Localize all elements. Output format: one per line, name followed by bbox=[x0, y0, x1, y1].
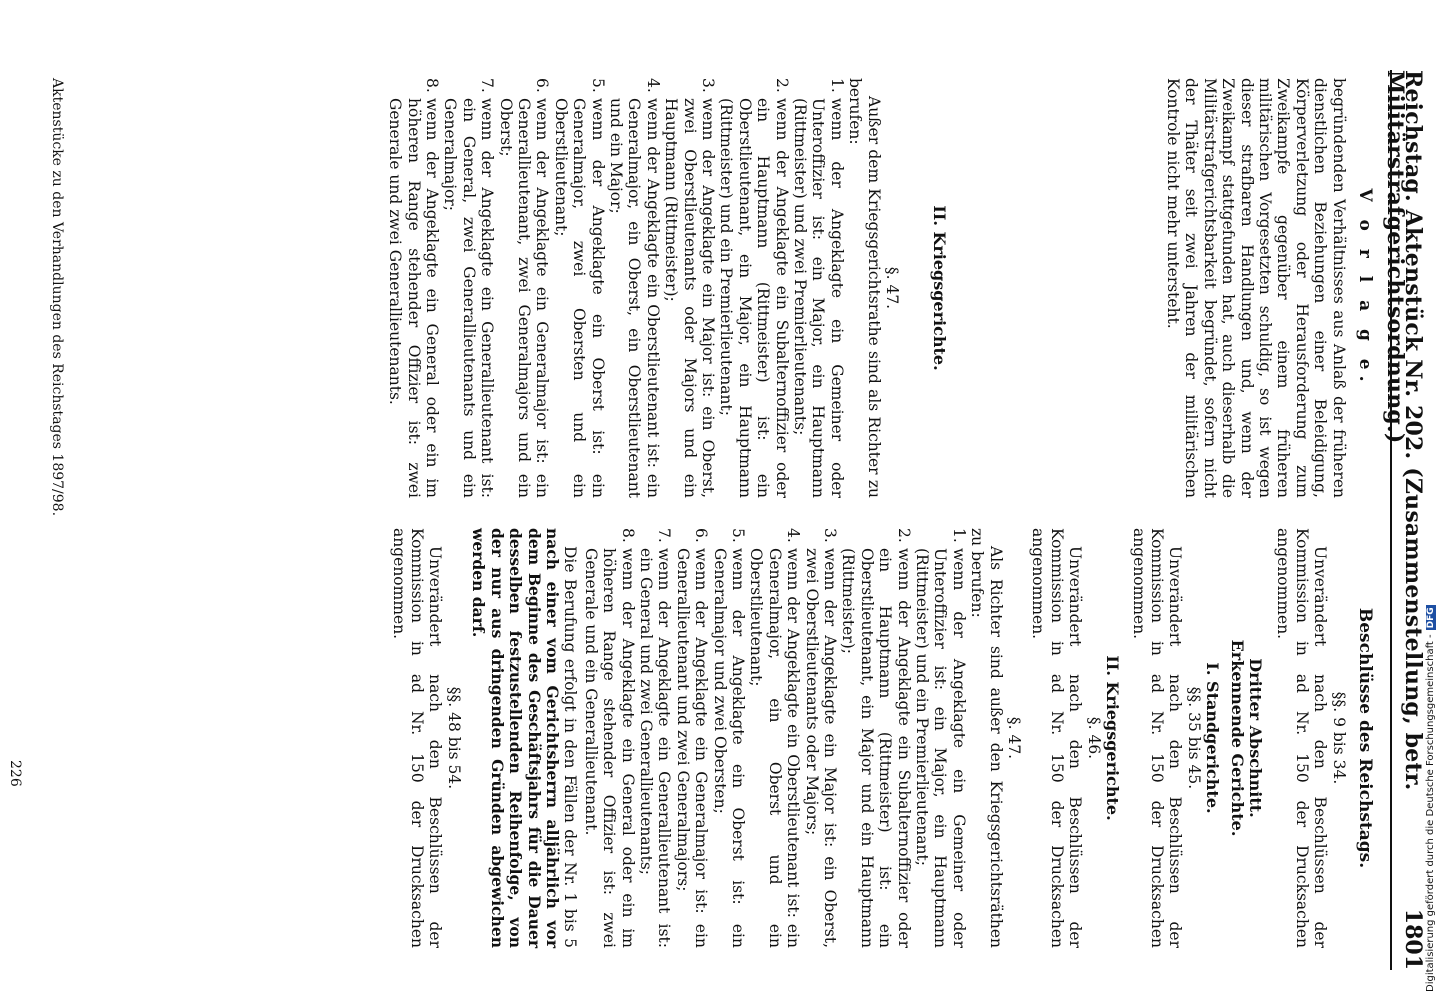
footer-title: Aktenstücke zu den Verhandlungen des Reichstages 1897/98. bbox=[49, 78, 65, 517]
list-item bbox=[802, 528, 839, 948]
right-sub-kriegsgerichte: II. Kriegsgerichte. bbox=[1103, 655, 1123, 821]
left-section-title: V o r l a g e. bbox=[1355, 188, 1375, 388]
list-item-text: wenn der Angeklagte ein Gemeiner oder Unteroffizier ist: ein Major, ein Hauptmann (Rittmeister) und ein Premierlieutenant; bbox=[913, 548, 968, 948]
list-item-number: 3. bbox=[699, 78, 718, 93]
footer-page-number: 226 bbox=[7, 760, 23, 787]
list-item bbox=[662, 78, 717, 498]
list-item-text: wenn der Angeklagte ein Oberst ist: ein Generalmajor, zwei Obersten und ein Oberstlieutenant; bbox=[551, 98, 607, 498]
list-item bbox=[791, 78, 846, 498]
list-item-text: wenn der Angeklagte ein Generalmajor ist: ein Generallieutenant und zwei Generalmajors; bbox=[673, 548, 711, 948]
right-p4-text: Als Richter sind außer den Kriegsgerichtsräthen zu berufen: bbox=[968, 528, 1005, 948]
list-item-number: 7. bbox=[655, 528, 674, 543]
dfg-logo-icon: DFG bbox=[1426, 607, 1436, 629]
list-item-text: wenn der Angeklagte ein Generalmajor ist: ein Generallieutenant, zwei Generalmajors und ein Oberst; bbox=[496, 98, 552, 498]
list-item bbox=[710, 528, 747, 948]
list-item bbox=[607, 78, 662, 498]
right-column bbox=[389, 528, 1374, 948]
page-header bbox=[1381, 70, 1426, 970]
list-item-text: wenn der Angeklagte ein Oberstlieutenant ist: ein Generalmajor, ein Oberst und ein Oberstlieutenant; bbox=[747, 548, 803, 948]
list-item bbox=[581, 528, 636, 948]
right-p1-number: §§. 9 bis 34. bbox=[1329, 691, 1348, 785]
list-item-number: 5. bbox=[729, 528, 747, 543]
list-item bbox=[747, 528, 802, 948]
list-item-number: 1. bbox=[949, 528, 968, 543]
list-item bbox=[441, 78, 496, 498]
right-section-title: Beschlüsse des Reichstags. bbox=[1355, 607, 1375, 869]
list-item bbox=[673, 528, 710, 948]
right-note bbox=[469, 528, 579, 948]
list-item bbox=[551, 78, 606, 498]
list-item bbox=[496, 78, 551, 498]
right-p3-text: Unverändert nach den Beschlüssen der Kommission in ad Nr. 150 der Drucksachen angenommen. bbox=[1029, 528, 1085, 948]
credit-text: Digitalisierung gefördert durch die Deutsche Forschungsgemeinschaft - bbox=[1425, 634, 1436, 992]
list-item-text: wenn der Angeklagte ein Gemeiner oder Unteroffizier ist: ein Major, ein Hauptmann (Rittmeister) und zwei Premierlieutenants; bbox=[791, 98, 846, 498]
list-item-number: 2. bbox=[772, 78, 791, 93]
right-p3-number: §. 46. bbox=[1084, 716, 1103, 760]
digitization-credit-text bbox=[1425, 605, 1436, 992]
list-item-text: wenn der Angeklagte ein General oder ein im höheren Range stehender Offizier ist: zwei Generale und zwei Generallieutenants. bbox=[386, 98, 441, 498]
right-p5-number: §§. 48 bis 54. bbox=[444, 686, 463, 790]
list-item-text: wenn der Angeklagte ein Oberst ist: ein Generalmajor und zwei Obersten; bbox=[710, 548, 747, 948]
header-rule bbox=[1390, 70, 1392, 970]
right-p1-text: Unverändert nach den Beschlüssen der Kommission in ad Nr. 150 der Drucksachen angenommen. bbox=[1274, 528, 1330, 948]
list-item bbox=[839, 528, 913, 948]
list-item bbox=[913, 528, 968, 948]
list-item-number: 3. bbox=[821, 528, 840, 543]
left-heading-kriegsgerichte: II. Kriegsgerichte. bbox=[929, 205, 949, 371]
right-item-list bbox=[581, 528, 968, 948]
right-p2-number: §§. 35 bis 45. bbox=[1184, 686, 1203, 790]
list-item-number: 4. bbox=[784, 528, 803, 543]
list-item-text: wenn der Angeklagte ein Oberstlieutenant ist: ein Generalmajor, ein Oberst, ein Oberstlieutenant und ein Major; bbox=[607, 98, 662, 498]
list-item-number: 1. bbox=[827, 78, 846, 93]
list-item-text: wenn der Angeklagte ein General oder ein im höheren Range stehender Offizier ist: zwei Generale und ein Generallieutenant. bbox=[581, 548, 637, 948]
right-abschnitt-title: Erkennende Gerichte. bbox=[1227, 639, 1247, 837]
left-item-list bbox=[386, 78, 846, 498]
list-item-number: 7. bbox=[478, 78, 497, 93]
left-column bbox=[386, 78, 1374, 498]
list-item-number: 8. bbox=[618, 528, 637, 543]
list-item bbox=[717, 78, 791, 498]
left-para-number: §. 47. bbox=[883, 266, 902, 310]
right-note-plain: Die Berufung erfolgt in den Fällen der Nr. 1 bis 5 bbox=[561, 546, 580, 948]
list-item-number: 6. bbox=[533, 78, 552, 93]
header-page-number: 1801 bbox=[1400, 908, 1426, 970]
list-item-text: wenn der Angeklagte ein Major ist: ein Oberst, zwei Oberstlieutenants oder Majors und ein Hauptmann (Rittmeister); bbox=[662, 98, 718, 498]
list-item-text: wenn der Angeklagte ein Major ist: ein Oberst, zwei Oberstlieutenants oder Majors; bbox=[802, 548, 840, 948]
list-item-number: 6. bbox=[692, 528, 711, 543]
list-item-text: wenn der Angeklagte ein Subalternoffizier oder ein Hauptmann (Rittmeister) ist: ein Oberstlieutenant, ein Major und ein Hauptmann (Rittmeister); bbox=[839, 548, 913, 948]
list-item-text: wenn der Angeklagte ein Generallieutenant ist: ein General, zwei Generallieutenants und ein Generalmajor; bbox=[441, 98, 497, 498]
list-item-text: wenn der Angeklagte ein Subalternoffizier oder ein Hauptmann (Rittmeister) ist: ein Oberstlieutenant, ein Major, ein Hauptmann (Rittmeister) und ein Premierlieutenant; bbox=[717, 98, 791, 498]
list-item-text: wenn der Angeklagte ein Generallieutenant ist: ein General und zwei Generallieutenants; bbox=[636, 548, 674, 948]
right-p2-text: Unverändert nach den Beschlüssen der Kommission in ad Nr. 150 der Drucksachen angenommen. bbox=[1129, 528, 1185, 948]
list-item bbox=[386, 78, 441, 498]
header-title: Reichstag. Aktenstück Nr. 202. (Zusammenstellung, betr. Militärstrafgerichtsordnung.) bbox=[1381, 70, 1426, 791]
list-item bbox=[637, 528, 674, 948]
left-intro-paragraph: begründenden Verhältnisses aus Anlaß der früheren dienstlichen Beziehungen einer Beleidigung, Körperverletzung oder Herausforderung zum Zweikampfe gegenüber einem früheren militärischen Vorgesetzten schuldig, so ist wegen dieser strafbaren Handlungen und, wenn der Zweikampf stattgefunden hat, auch dieserhalb die Militärstrafgerichtsbarkeit begründet, sofern nicht der Thäter seit zwei Jahren der militärischen Kontrole nicht mehr untersteht. bbox=[1163, 78, 1348, 498]
list-item-number: 5. bbox=[588, 78, 607, 93]
left-para-text: Außer dem Kriegsgerichtsrathe sind als Richter zu berufen: bbox=[846, 78, 883, 498]
right-sub-standgerichte: I. Standgerichte. bbox=[1203, 662, 1223, 814]
list-item-number: 8. bbox=[422, 78, 441, 93]
right-p5-text: Unverändert nach den Beschlüssen der Kommission in ad Nr. 150 der Drucksachen angenommen. bbox=[389, 528, 445, 948]
list-item-number: 2. bbox=[894, 528, 913, 543]
right-p4-number: §. 47. bbox=[1005, 716, 1024, 760]
right-abschnitt: Dritter Abschnitt. bbox=[1245, 658, 1265, 818]
right-note-bold: nach einer vom Gerichtsherrn alljährlich vor dem Beginne des Geschäftsjahrs für die Dauer desselben festzustellenden Reihenfolge, von der nur aus dringenden Gründen abgewichen werden darf. bbox=[469, 528, 562, 948]
list-item-number: 4. bbox=[643, 78, 662, 93]
